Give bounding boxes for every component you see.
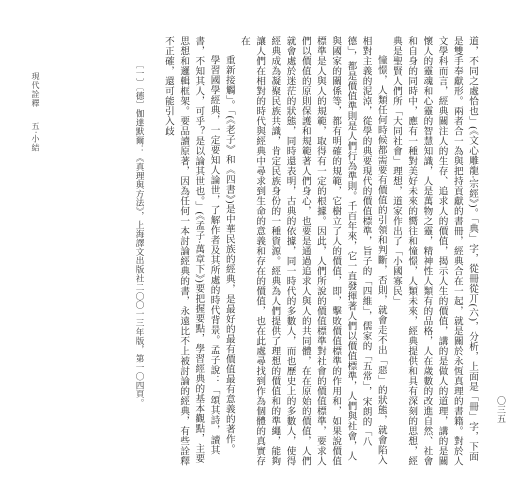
running-head-chapter: 五·小結 <box>31 122 40 153</box>
footnote-text: 〔一〕〔德〕伽達默爾：《真理與方法》，上海譯文出版社二〇〇一三年版，第一〇四頁。 <box>134 60 144 408</box>
paragraph-2: 憧憬，人類任何時候都需要有價值的引領和判斷，否則，就會走不出「惡」的狀態，就會陷入相對主義的泥淖，從學的典要現代的價值標準，旨子的「四維」，儒家的「五常」，宋朗的「八德」，都是價值準則是人們行為準則。千百年來，它一直發揮著人們以價值標準，人們與社會，人與國家的關係等，都有明確的規範，它樹立了人的價值，即，擊敗價值標準的作用和，如果說價值標準是人與人的規範，取得有一定的根據。因此，人們所說的價值標準對社會的價值標準，要求人們以價值的原則保護和規範著人們身心，也要是通過追求人與人的共同體，在在原始的價值，人們就會處於迷茫的狀態，同時還表明，古典的依據，同一時代的多數人，而也歷史上的多數人，使得經典成為凝聚民族共識，肯定民族身份的一種資源。經典為人們提供了理想的價值和的準繩，能夠讓人們在相對的時代與經典中尋求到生命的意義和存在的價值，也在此處尋找到作為個體的真實存在 <box>238 36 387 466</box>
page-number: 〇三五 <box>495 396 505 423</box>
footnote <box>90 60 146 460</box>
paragraph-3: 重新接觸」。「(《老子》和《四書》)是中華民族的經典，是最好的最有價值最有意義的著作。 <box>223 55 235 455</box>
main-text <box>100 36 480 466</box>
paragraph-4: 學習國學經典，一定要知人論世，了解作者及其所處的時代背景。孟子說：「頌其詩，讀其書，不知其人，可乎？是以論其世也。」(《孟子·萬章下》)要把握要點，學習經典的基本觀點，主要思想和邏輯框架。要品讀原著，因為任何一本討論經典的書，永遠比不上被討論的經典，有些詮釋不正確，還可能引入歧 <box>162 36 220 466</box>
paragraph-1: 道，不同之處恰也」(《文心雕龍·宗經》)。「典」字，從冊從丌(六)，分析，上面是「冊」字，下面是雙手奉獻形。兩者合一為與把持貢獻的書冊，經典合在一起，就是關於永恆真理的書籍。對於人文學科而言，經典關注人的生存、追求人的價值，揭示人生的價值，講的是做人的道理，講的是關懷人的靈魂和心靈的智慧知識，人是萬物之靈，精神性人類有的品格，人在歲數的改進自然、社會和自身的同時中，應有一種對美好未來的嚮往和憧憬，人類未來，經典提供和具有深刻的思想，經典是聖賢人們所「大同社會」理想，道家作出了「小國寡民」 <box>390 36 478 466</box>
running-head <box>30 72 41 153</box>
running-head-book-title: 現代詮釋 <box>31 72 40 108</box>
